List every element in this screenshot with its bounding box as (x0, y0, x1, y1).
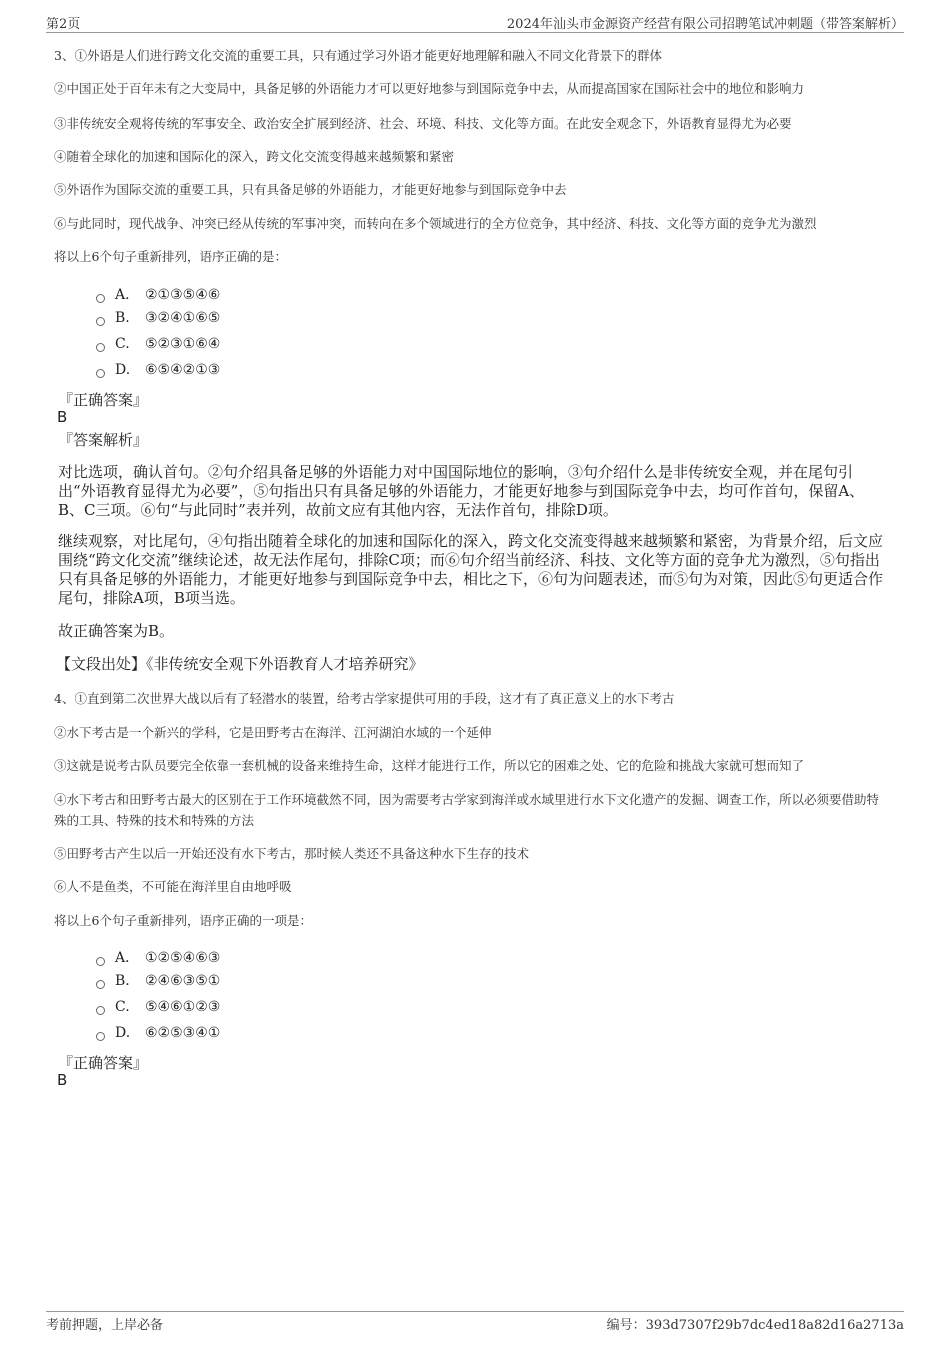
q3-analysis-conclusion: 故正确答案为B。 (58, 622, 175, 640)
q3-answer-label: 『正确答案』 (58, 391, 149, 409)
radio-icon[interactable] (96, 980, 105, 989)
page-number: 第2页 (46, 17, 81, 32)
q3-option-d[interactable]: D. ⑥⑤④②①③ (96, 362, 220, 378)
footer-divider (46, 1311, 904, 1312)
q3-option-b[interactable]: B. ③②④①⑥⑤ (96, 310, 220, 326)
q3-stem: 3、①外语是人们进行跨文化交流的重要工具，只有通过学习外语才能更好地理解和融入不同文化背景下的群体 (54, 48, 662, 63)
footer-slogan: 考前押题，上岸必备 (46, 1318, 164, 1333)
q4-option-b[interactable]: B. ②④⑥③⑤① (96, 973, 220, 989)
q4-sentence-3: ③这就是说考古队员要完全依靠一套机械的设备来维持生命，这样才能进行工作，所以它的困难之处、它的危险和挑战大家就可想而知了 (54, 758, 805, 773)
q3-sentence-3: ③非传统安全观将传统的军事安全、政治安全扩展到经济、社会、环境、科技、文化等方面。在此安全观念下，外语教育显得尤为必要 (54, 116, 792, 131)
q3-sentence-5: ⑤外语作为国际交流的重要工具，只有具备足够的外语能力，才能更好地参与到国际竞争中去 (54, 182, 567, 197)
q3-source: 【文段出处】《非传统安全观下外语教育人才培养研究》 (56, 655, 424, 673)
radio-icon[interactable] (96, 1006, 105, 1015)
q3-sentence-6: ⑥与此同时，现代战争、冲突已经从传统的军事冲突，而转向在多个领域进行的全方位竞争，其中经济、科技、文化等方面的竞争尤为激烈 (54, 216, 817, 231)
q4-option-d[interactable]: D. ⑥②⑤③④① (96, 1025, 220, 1041)
radio-icon[interactable] (96, 369, 105, 378)
q3-option-a[interactable]: A． ②①③⑤④⑥ (96, 284, 220, 304)
document-title: 2024年汕头市金源资产经营有限公司招聘笔试冲刺题（带答案解析） (506, 17, 904, 32)
radio-icon[interactable] (96, 1032, 105, 1041)
radio-icon[interactable] (96, 317, 105, 326)
q3-instruction: 将以上6个句子重新排列，语序正确的是： (54, 249, 287, 264)
q4-option-a[interactable]: A． ①②⑤④⑥③ (96, 947, 220, 967)
q4-answer-label: 『正确答案』 (58, 1054, 149, 1072)
q3-sentence-2: ②中国正处于百年未有之大变局中，具备足够的外语能力才可以更好地参与到国际竞争中去，从而提高国家在国际社会中的地位和影响力 (54, 81, 805, 96)
q3-analysis-label: 『答案解析』 (58, 431, 149, 449)
q4-sentence-6: ⑥人不是鱼类，不可能在海洋里自由地呼吸 (54, 879, 292, 894)
header-divider (46, 32, 904, 33)
radio-icon[interactable] (96, 294, 105, 303)
q4-option-c[interactable]: C. ⑤④⑥①②③ (96, 999, 220, 1015)
radio-icon[interactable] (96, 957, 105, 966)
q4-instruction: 将以上6个句子重新排列，语序正确的一项是： (54, 913, 312, 928)
radio-icon[interactable] (96, 343, 105, 352)
document-code: 编号：393d7307f29b7dc4ed18a82d16a2713a (606, 1318, 904, 1333)
q4-sentence-2: ②水下考古是一个新兴的学科，它是田野考古在海洋、江河湖泊水域的一个延伸 (54, 725, 492, 740)
q4-sentence-4: ④水下考古和田野考古最大的区别在于工作环境截然不同，因为需要考古学家到海洋或水域里进行水下文化遗产的发掘、调查工作，所以必须要借助特殊的工具、特殊的技术和特殊的方法 (54, 792, 880, 828)
q4-sentence-5: ⑤田野考古产生以后一开始还没有水下考古，那时候人类还不具备这种水下生存的技术 (54, 846, 530, 861)
q3-analysis-para-2: 继续观察，对比尾句，④句指出随着全球化的加速和国际化的深入，跨文化交流变得越来越频繁和紧密，为背景介绍，后文应围绕“跨文化交流”继续论述，故无法作尾句，排除C项；而⑥句介绍当前经济、科技、文化等方面的竞争尤为激烈，⑤句指出只有具备足够的外语能力，才能更好地参与到国际竞争中去，相比之下，⑥句为问题表述，而⑤句为对策，因此⑤句更适合作尾句，排除A项，B项当选。 (58, 532, 884, 607)
q3-sentence-4: ④随着全球化的加速和国际化的深入，跨文化交流变得越来越频繁和紧密 (54, 149, 455, 164)
q3-answer: B (57, 408, 68, 426)
q4-answer: B (57, 1071, 68, 1089)
q3-option-c[interactable]: C. ⑤②③①⑥④ (96, 336, 220, 352)
q4-stem: 4、①直到第二次世界大战以后有了轻潜水的装置，给考古学家提供可用的手段，这才有了真正意义上的水下考古 (54, 691, 675, 706)
q3-analysis-para-1: 对比选项，确认首句。②句介绍具备足够的外语能力对中国国际地位的影响，③句介绍什么是非传统安全观，并在尾句引出“外语教育显得尤为必要”，⑤句指出只有具备足够的外语能力，才能更好地参与到国际竞争中去，均可作首句，保留A、B、C三项。⑥句“与此同时”表并列，故前文应有其他内容，无法作首句，排除D项。 (58, 463, 865, 519)
